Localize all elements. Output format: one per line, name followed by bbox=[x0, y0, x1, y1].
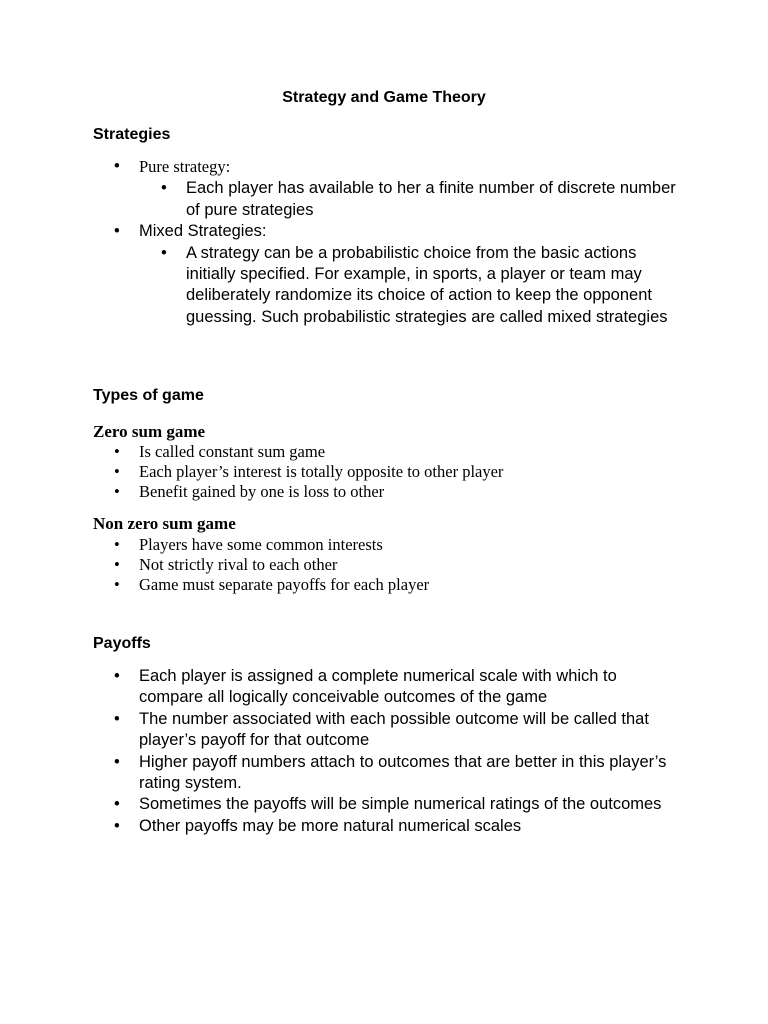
list-item-text: Game must separate payoffs for each player bbox=[139, 575, 430, 595]
bullet-marker: • bbox=[114, 667, 120, 685]
list-item bbox=[114, 555, 679, 575]
list-item bbox=[161, 243, 686, 329]
bullet-marker: • bbox=[114, 462, 120, 482]
bullet-marker: • bbox=[114, 816, 120, 835]
list-item-text: Higher payoff numbers attach to outcomes that are better in this player’s rating system. bbox=[139, 752, 667, 793]
bullet-marker: • bbox=[114, 535, 120, 554]
list-item-text: Each player is assigned a complete numerical scale with which to compare all logically conceivable outcomes of the game bbox=[139, 667, 617, 707]
non-zero-sum-list bbox=[114, 535, 679, 596]
document-title: Strategy and Game Theory bbox=[282, 89, 486, 106]
bullet-marker: • bbox=[114, 222, 120, 241]
list-item-label: Pure strategy: bbox=[139, 157, 231, 176]
list-item bbox=[114, 666, 679, 709]
list-item bbox=[114, 482, 679, 502]
list-item bbox=[114, 156, 699, 221]
non-zero-sum-heading: Non zero sum game bbox=[93, 514, 236, 533]
list-item-label: Mixed Strategies: bbox=[139, 222, 267, 241]
bullet-marker: • bbox=[114, 709, 120, 728]
strategies-list bbox=[114, 156, 699, 328]
list-item-text: Not strictly rival to each other bbox=[139, 555, 338, 575]
types-of-game-heading: Types of game bbox=[93, 387, 204, 404]
list-item-text: Each player’s interest is totally opposite to other player bbox=[139, 462, 504, 482]
list-item-text: The number associated with each possible outcome will be called that player’s payoff for that outcome bbox=[139, 709, 649, 750]
zero-sum-list bbox=[114, 442, 679, 503]
bullet-marker: • bbox=[114, 575, 120, 595]
bullet-marker: • bbox=[114, 795, 120, 814]
zero-sum-heading: Zero sum game bbox=[93, 422, 206, 441]
bullet-marker: • bbox=[161, 243, 167, 262]
list-item bbox=[114, 709, 679, 752]
bullet-marker: • bbox=[114, 752, 120, 771]
list-item-text: A strategy can be a probabilistic choice from the basic actions initially specified. For example, in sports, a player or team may deliberately randomize its choice of action to keep the opponent guessing. Such probabilistic strategies are called mixed strategies bbox=[186, 243, 668, 326]
list-item bbox=[114, 752, 679, 795]
list-item-text: Is called constant sum game bbox=[139, 442, 326, 461]
bullet-marker: • bbox=[114, 157, 120, 175]
bullet-marker: • bbox=[114, 555, 120, 575]
bullet-marker: • bbox=[161, 179, 167, 198]
list-item bbox=[114, 535, 679, 555]
list-item bbox=[114, 794, 679, 815]
list-item bbox=[161, 178, 686, 221]
bullet-marker: • bbox=[114, 482, 120, 502]
sub-list bbox=[161, 243, 686, 329]
strategies-heading: Strategies bbox=[93, 126, 171, 143]
list-item bbox=[114, 221, 699, 328]
bullet-marker: • bbox=[114, 442, 120, 461]
list-item bbox=[114, 816, 679, 837]
payoffs-list bbox=[114, 666, 679, 837]
list-item bbox=[114, 462, 679, 482]
list-item-text: Other payoffs may be more natural numerical scales bbox=[139, 816, 522, 835]
list-item bbox=[114, 442, 679, 462]
list-item-text: Sometimes the payoffs will be simple numerical ratings of the outcomes bbox=[139, 795, 662, 814]
sub-list bbox=[161, 178, 686, 221]
list-item-text: Players have some common interests bbox=[139, 535, 383, 554]
list-item-text: Benefit gained by one is loss to other bbox=[139, 482, 385, 502]
list-item bbox=[114, 575, 679, 595]
list-item-text: Each player has available to her a finite number of discrete number of pure strategies bbox=[186, 179, 676, 219]
payoffs-heading: Payoffs bbox=[93, 635, 151, 652]
